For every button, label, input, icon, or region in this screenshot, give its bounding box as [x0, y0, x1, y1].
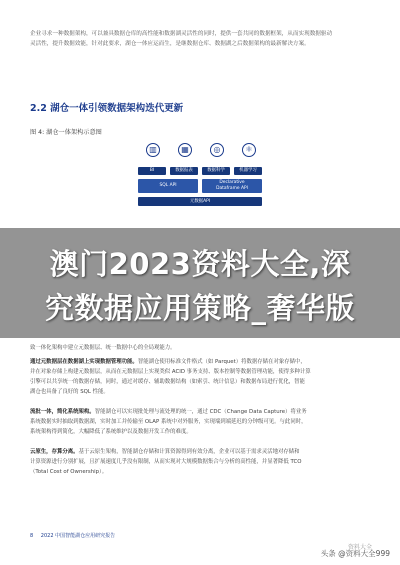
- body-line: 并在对象存储上构建元数据层，从而在元数据层上实现类似 ACID 事务支持、版本控制等数据管理功能，使得多种计算: [30, 369, 311, 375]
- diagram-block-reports: 数据报表: [170, 167, 198, 175]
- section-title: 2.2 湖仓一体引领数据架构迭代更新: [30, 103, 184, 114]
- headline-overlay: [0, 228, 400, 338]
- intro-line: 灵活性，提升数据效能，针对此要求，湖仓一体应运而生，是继数据仓库、数据湖之后数据架构的最新解决方案。: [30, 41, 310, 47]
- page-footer: [30, 532, 115, 539]
- watermark-text: 头条 @资料大全999: [320, 549, 390, 558]
- data-science-icon: ◎: [210, 143, 224, 157]
- headline-line-2: 究数据应用策略_奢华版: [44, 291, 355, 325]
- diagram-block-bi: BI: [138, 167, 166, 175]
- diagram-block-ml: 机器学习: [234, 167, 262, 175]
- body-line: 系统数据实时抽取到数据湖，实时加工并传输至 OLAP 系统中对外服务，实现端到端延迟的分钟级可见。与此同时，: [30, 419, 307, 425]
- diagram-block-sql-api: SQL API: [138, 179, 198, 193]
- body-line: 引擎可以共享统一的数据存储，同时，通过对缓存、辅助数据结构（如索引、统计信息）和数据布局进行优化，智能: [30, 379, 305, 385]
- body-line: 通过元数据层在数据湖上实现数据管理功能。智能湖仓使用标准文件格式（如 Parquet）将数据存储在对象存储中，: [30, 359, 306, 365]
- body-line: 系统架构得到简化，大幅降低了系统维护以及数据开发工作的难度。: [30, 429, 192, 435]
- intro-line: 企业寻求一种数据架构，可以兼具数据仓库的高性能和数据湖灵活性的同时，提供一套共同的数据框架，从而实现数据驱动: [30, 31, 333, 37]
- machine-learning-icon: ⚛: [242, 143, 256, 157]
- body-line: （Total Cost of Ownership）。: [30, 469, 108, 475]
- dashboard-icon: ▦: [178, 143, 192, 157]
- body-line: 湖仓也具备了良好的 SQL 性能。: [30, 389, 109, 395]
- diagram-block-metadata-api: 元数据API: [138, 197, 262, 206]
- figure-caption: 图 4: 湖仓一体架构示意图: [30, 129, 102, 136]
- body-line: 致一体化架构中建立元数据层、统一数据中心的全局观能力。: [30, 345, 176, 351]
- headline-line-1: 澳门2023资料大全,深: [49, 247, 351, 281]
- footer-title: 2022 中国智能湖仓应用研究报告: [40, 533, 116, 539]
- bi-chart-icon: ▥: [146, 143, 160, 157]
- page-number: 8: [30, 533, 34, 539]
- diagram-block-data-science: 数据科学: [202, 167, 230, 175]
- body-line: 计算资源进行分别扩展，且扩展速度几乎没有限制，从而实现对大规模数据集合与分析的高性能，并显著降低 TCO: [30, 459, 302, 465]
- body-line: 云原生，存算分离。基于云原生架构，智能湖仓存储和计算资源得到有效分离，企业可以基于需求灵活地对存储和: [30, 449, 300, 455]
- diagram-block-dataframe-api: Declarative Dataframe API: [202, 179, 262, 193]
- body-line: 流批一体，简化系统架构。智能湖仓可以实现批处理与流处理的统一，通过 CDC（Change Data Capture）将业务: [30, 409, 307, 415]
- watermark-logo: 资料大全: [347, 544, 372, 551]
